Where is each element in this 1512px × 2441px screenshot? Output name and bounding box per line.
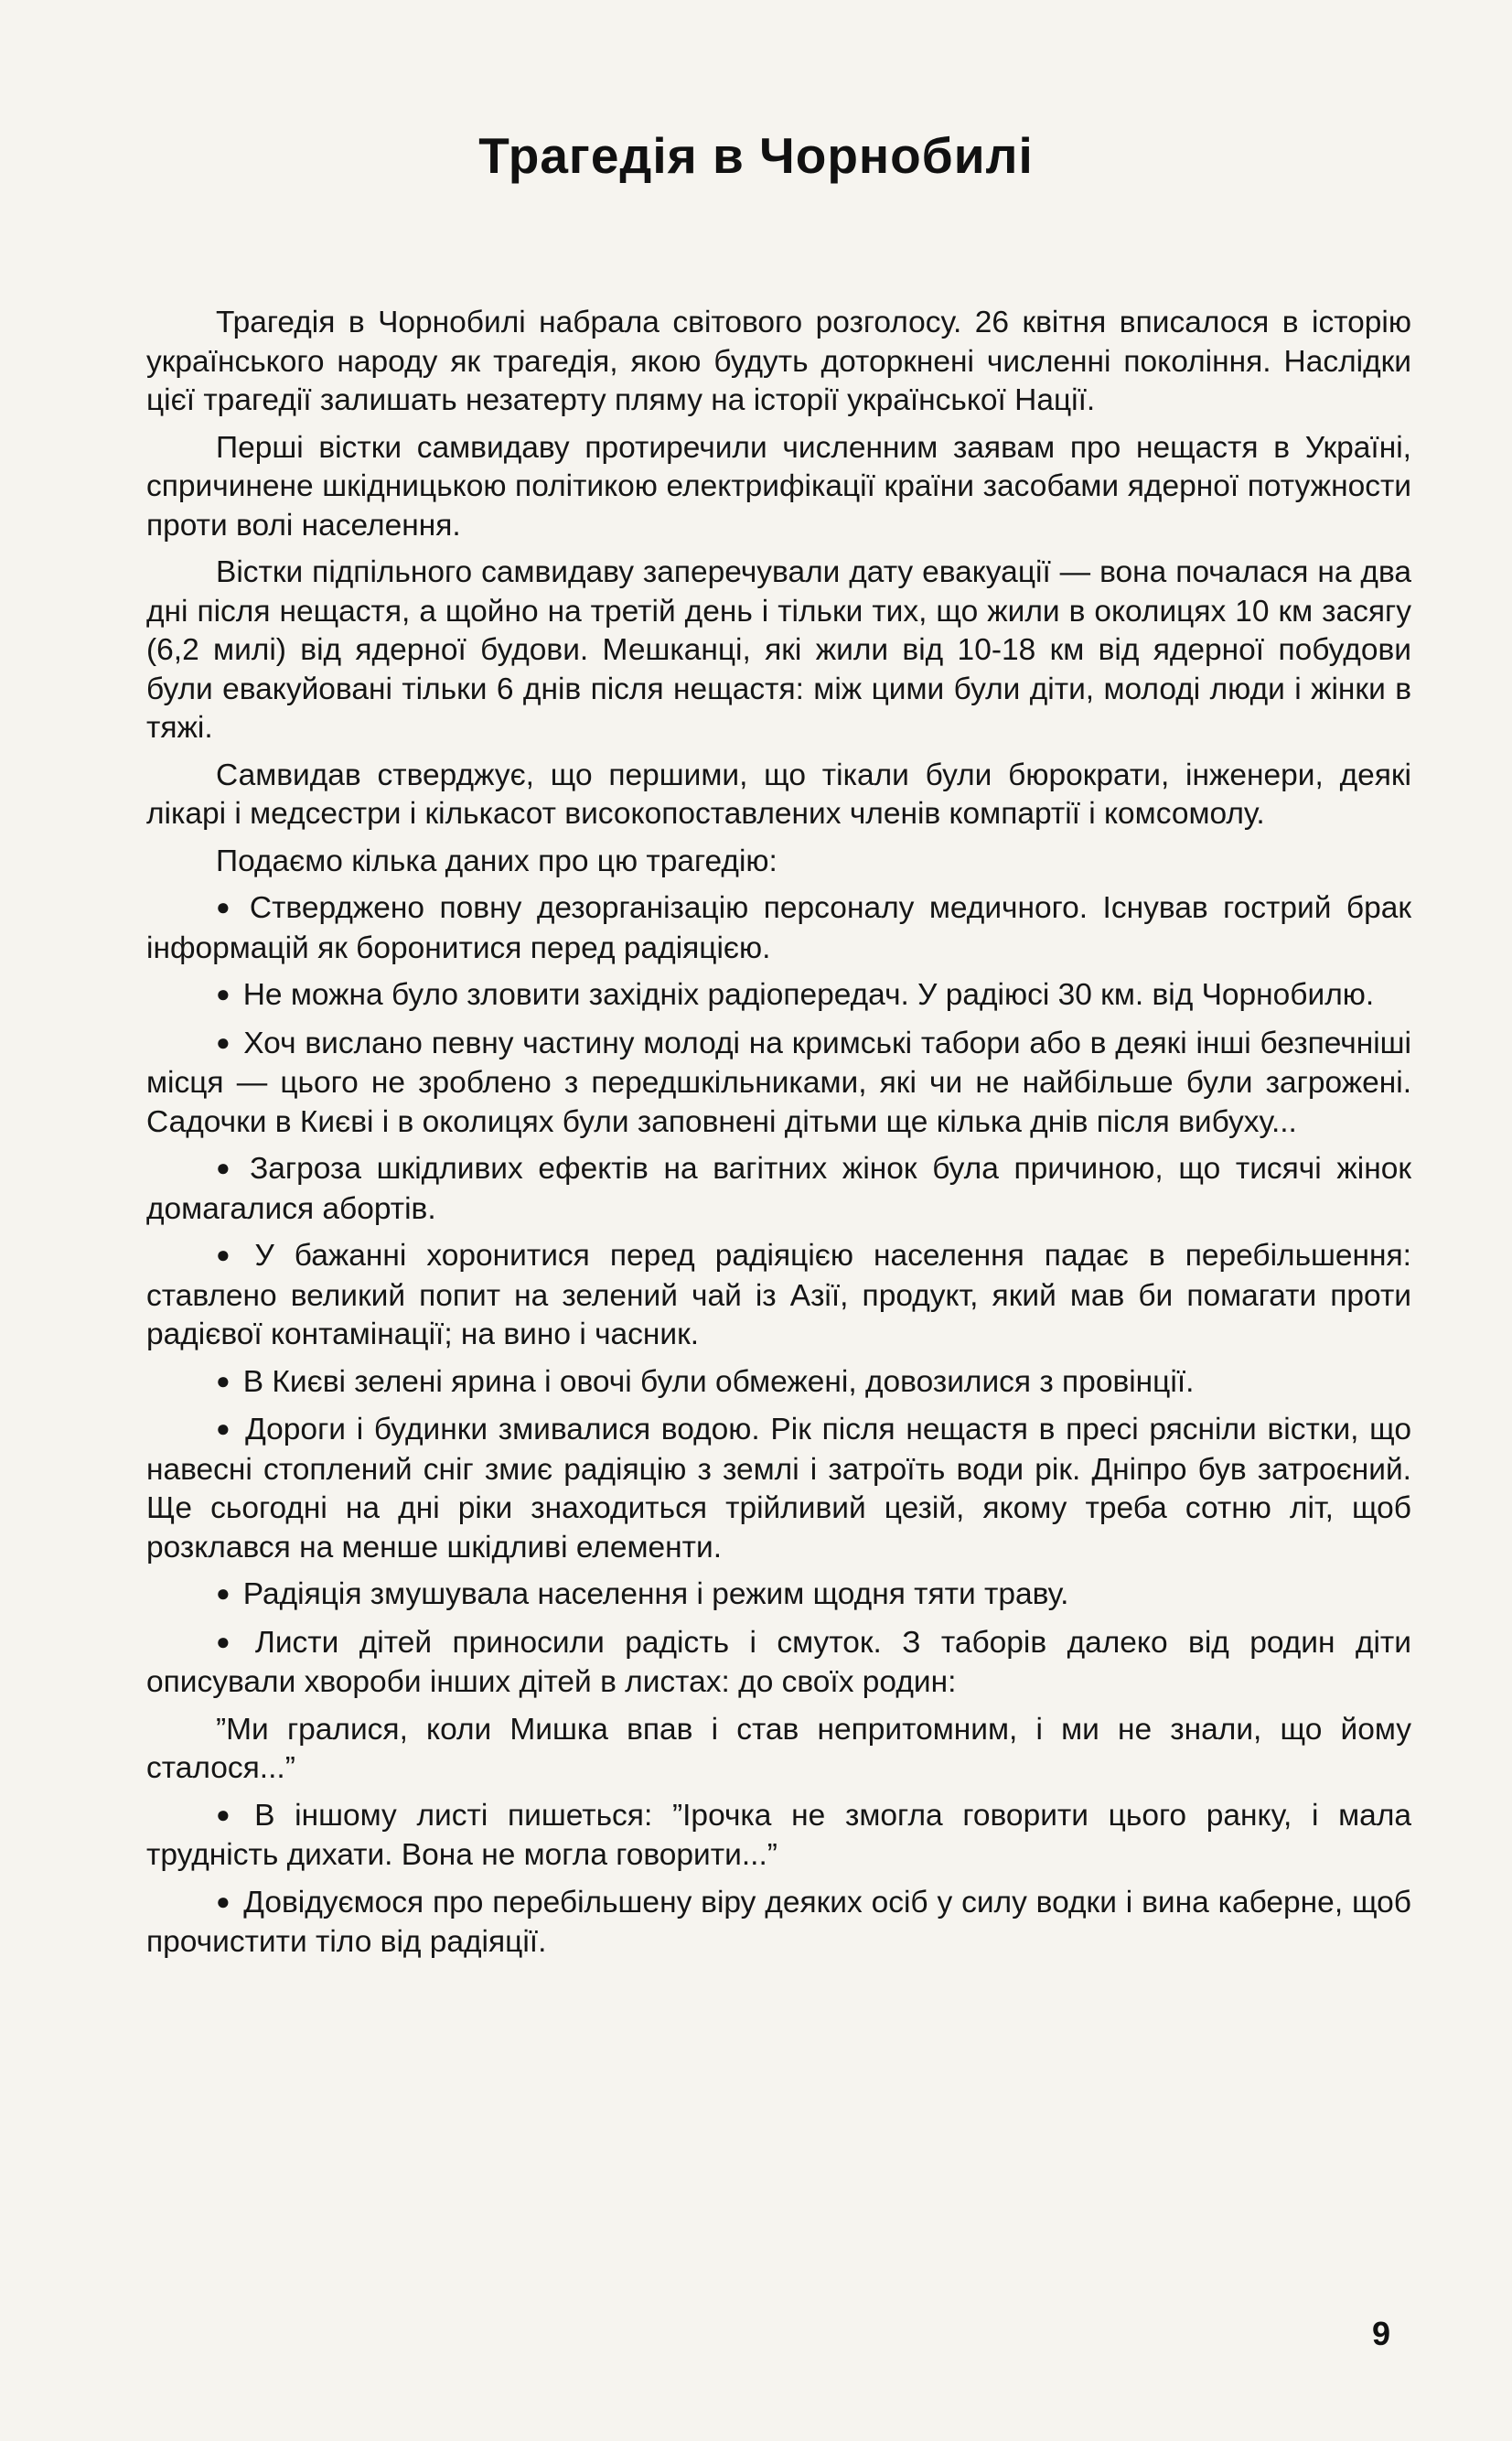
paragraph: Самвидав стверджує, що першими, що тікали були бюрократи, інженери, деякі лікарі і медсестри і кількасот високопоставлених членів компартії і комсомолу.	[146, 758, 1411, 831]
article-body	[146, 304, 1411, 1971]
paragraph: Трагедія в Чорнобилі набрала світового розголосу. 26 квітня вписалося в історію українського народу як трагедія, якою будуть доторкнені численні покоління. Наслідки цієї трагедії залишать незатерту пляму на історії української Нації.	[146, 306, 1411, 417]
bullet-item: ● Стверджено повну дезорганізацію персоналу медичного. Існував гострий брак інформацій як боронитися перед радіяцією.	[146, 889, 1411, 968]
bullet-item: ● Радіяція змушувала населення і режим щодня тяти траву.	[146, 1575, 1411, 1616]
bullet-item: ● Загроза шкідливих ефектів на вагітних жінок була причиною, що тисячі жінок домагалися абортів.	[146, 1150, 1411, 1229]
bullet-item: ● У бажанні хоронитися перед радіяцією населення падає в перебільшення: ставлено великий попит на зелений чай із Азії, продукт, який мав би помагати проти радієвої контамінації; на вино і часник.	[146, 1237, 1411, 1355]
paragraph: Подаємо кілька даних про цю трагедію:	[216, 844, 777, 878]
bullet-item: ● Не можна було зловити західніх радіопередач. У радіюсі 30 км. від Чорнобилю.	[146, 976, 1411, 1016]
page-title: Трагедія в Чорнобилі	[478, 127, 1034, 184]
bullet-item: ● В іншому листі пишеться: ”Ірочка не змогла говорити цього ранку, і мала трудність дихати. Вона не могла говорити...”	[146, 1797, 1411, 1876]
bullet-item: ● Хоч вислано певну частину молоді на кримські табори або в деякі інші безпечніші місця — цього не зроблено з передшкільниками, які чи не найбільше були загрожені. Садочки в Києві і в околицях були заповнені дітьми ще кілька днів після вибуху...	[146, 1025, 1411, 1143]
paragraph: Перші вістки самвидаву протиречили численним заявам про нещастя в Україні, спричинене шкідницькою політикою електрифікації країни засобами ядерної потужности проти волі населення.	[146, 430, 1411, 543]
quote: ”Ми гралися, коли Мишка впав і став непритомним, і ми не знали, що йому сталося...”	[146, 1712, 1411, 1785]
page-number: 9	[1372, 2315, 1391, 2352]
bullet-item: ● Дороги і будинки змивалися водою. Рік після нещастя в пресі рясніли вістки, що навесні стоплений сніг змиє радіяцію з землі і затроїть води рік. Дніпро був затроєний. Ще сьогодні на дні ріки знаходиться трійливий цезій, якому треба сотню літ, щоб розклався на менше шкідливі елементи.	[146, 1411, 1411, 1567]
bullet-item: ● Довідуємося про перебільшену віру деяких осіб у силу водки і вина каберне, щоб прочистити тіло від радіяції.	[146, 1884, 1411, 1962]
bullet-item: ● В Києві зелені ярина і овочі були обмежені, довозилися з провінції.	[146, 1363, 1411, 1403]
bullet-item: ● Листи дітей приносили радість і смуток. З таборів далеко від родин діти описували хвороби інших дітей в листах: до своїх родин:	[146, 1624, 1411, 1703]
paragraph: Вістки підпільного самвидаву заперечували дату евакуації — вона почалася на два дні після нещастя, а щойно на третій день і тільки тих, що жили в околицях 10 км засягу (6,2 милі) від ядерної будови. Мешканці, які жили від 10-18 км від ядерної побудови були евакуйовані тільки 6 днів після нещастя: між цими були діти, молоді люди і жінки в тяжі.	[146, 555, 1411, 745]
